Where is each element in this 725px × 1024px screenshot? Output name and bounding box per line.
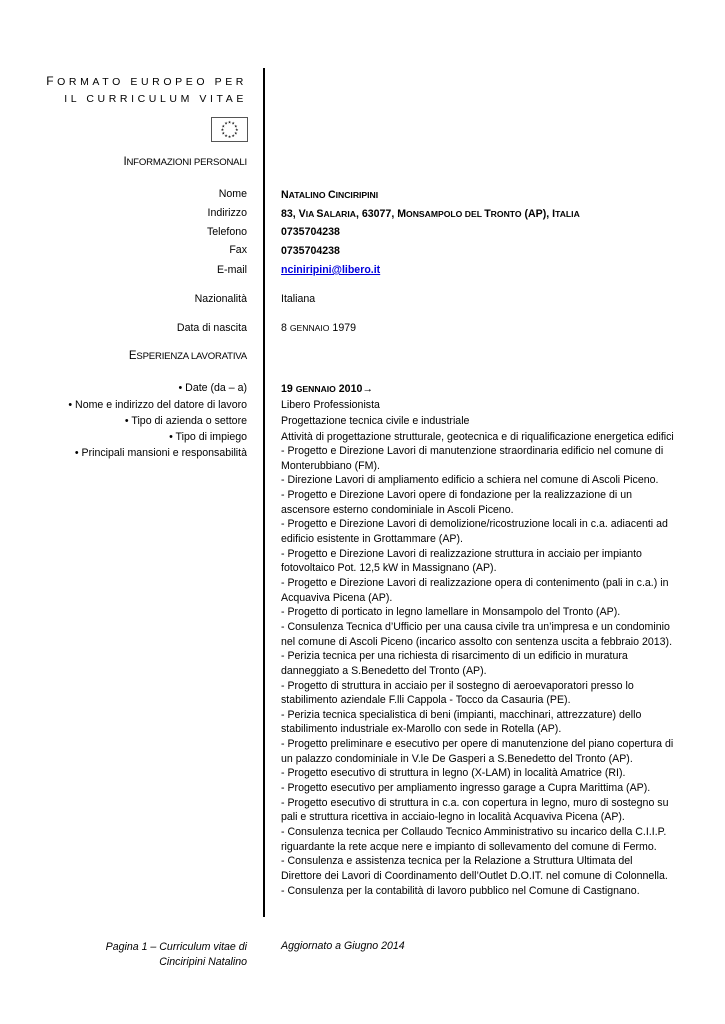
duty-line: - Direzione Lavori di ampliamento edificio a schiera nel comune di Ascoli Piceno. — [281, 474, 659, 487]
duties-list — [281, 444, 674, 898]
eu-star-icon: ★ — [227, 135, 232, 140]
eu-star-icon: ★ — [227, 120, 232, 125]
value-phone: 0735704238 — [281, 226, 340, 238]
duty-line: - Progetto e Direzione Lavori di realizzazione struttura in acciaio per impianto — [281, 547, 642, 560]
duty-line: - Progetto di struttura in acciaio per il sostegno di aeroevaporatori presso lo — [281, 679, 634, 692]
duty-line: - Progetto e Direzione Lavori di demolizione/ricostruzione locali in c.a. adiacenti ad — [281, 518, 668, 531]
duty-line: - Progetto e Direzione Lavori di realizzazione opera di contenimento (pali in c.a.) in — [281, 576, 669, 589]
eu-star-icon: ★ — [220, 127, 225, 132]
eu-star-icon: ★ — [234, 124, 238, 129]
duty-line: - Progetto e Direzione Lavori opere di fondazione per la realizzazione di un — [281, 488, 632, 501]
label-phone: Telefono — [206, 226, 247, 238]
eu-star-icon: ★ — [234, 127, 239, 132]
duty-line: fotovoltaico Pot. 12,5 kW in Massignano (AP). — [281, 562, 497, 575]
eu-star-icon: ★ — [224, 134, 228, 139]
duty-line: un palazzo condominiale in V.le De Gasperi a S.Benedetto del Tronto (AP). — [281, 752, 633, 765]
label-birthdate: Data di nascita — [176, 322, 247, 334]
label-fax: Fax — [229, 244, 247, 256]
value-sector: Progettazione tecnica civile e industriale — [281, 415, 470, 427]
footer-line-2: Cinciripini Natalino — [159, 956, 247, 968]
duty-line: - Consulenza e assistenza tecnica per la Relazione a Struttura Ultimata del — [281, 855, 633, 868]
eu-star-icon: ★ — [231, 134, 235, 139]
duty-line: - Progetto preliminare e esecutivo per opere di manutenzione del piano copertura di — [281, 738, 674, 751]
label-sector: • Tipo di azienda o settore — [124, 415, 247, 427]
eu-star-icon: ★ — [221, 124, 225, 129]
footer-updated: Aggiornato a Giugno 2014 — [281, 940, 405, 952]
duty-line: stabilimento aziendale F.lli Cappola - Tocco da Casauria (PE). — [281, 694, 571, 707]
duty-line: nel comune di Ascoli Piceno (incarico assolto con sentenza uscita a febbraio 2013). — [281, 635, 673, 648]
title-line-2: IL CURRICULUM VITAE — [64, 93, 247, 105]
duty-line: - Consulenza Tecnica d’Ufficio per una causa civile tra un’impresa e un condominio — [281, 620, 670, 633]
duty-line: ascensore esterno condominiale in Ascoli Piceno. — [281, 503, 514, 516]
eu-star-icon: ★ — [234, 131, 238, 136]
value-job-type: Attività di progettazione strutturale, geotecnica e di riqualificazione energetica edifici — [281, 431, 674, 443]
duty-line: edificio esistente in Grottammare (AP). — [281, 532, 463, 545]
footer-page-info — [106, 940, 247, 970]
section-personal-info: INFORMAZIONI PERSONALI — [123, 156, 247, 168]
value-name: NATALINO CINCIRIPINI — [281, 189, 379, 201]
eu-star-icon: ★ — [221, 131, 225, 136]
label-employer: • Nome e indirizzo del datore di lavoro — [68, 399, 247, 411]
value-nationality: Italiana — [281, 293, 316, 305]
label-dates: • Date (da – a) — [178, 382, 247, 394]
duty-line: - Progetto e Direzione Lavori di manutenzione straordinaria edificio nel comune di — [281, 445, 664, 457]
duty-line: - Progetto esecutivo per ampliamento ingresso garage a Cupra Marittima (AP). — [281, 782, 651, 795]
eu-star-icon: ★ — [231, 121, 235, 126]
value-email — [281, 264, 380, 276]
duty-line: - Consulenza per la contabilità di lavoro pubblico nel Comune di Castignano. — [281, 884, 640, 897]
arrow-right-icon: → — [362, 383, 373, 395]
duty-line: stabilimento industriale ex-Marollo con sede in Rotella (AP). — [281, 723, 562, 736]
email-link[interactable]: nciniripini@libero.it — [281, 264, 381, 276]
label-nationality: Nazionalità — [194, 293, 247, 305]
duty-line: pali e struttura ricettiva in acciaio-legno in località Acquaviva Picena (AP). — [281, 811, 625, 824]
value-employer: Libero Professionista — [281, 399, 380, 411]
duty-line: riguardante la rete acque nere e impianto di sollevamento del comune di Fermo. — [281, 840, 657, 853]
eu-flag-icon — [211, 117, 248, 142]
duty-line: - Progetto esecutivo di struttura in c.a. con copertura in legno, muro di sostegno su — [281, 796, 669, 809]
duty-line: - Progetto esecutivo di struttura in legno (X-LAM) in località Amatrice (RI). — [281, 767, 626, 780]
vertical-divider — [263, 68, 265, 917]
value-fax: 0735704238 — [281, 245, 340, 257]
label-email: E-mail — [216, 264, 247, 276]
duty-line: - Progetto di porticato in legno lamellare in Monsampolo del Tronto (AP). — [281, 606, 621, 619]
duty-line: danneggiato a S.Benedetto del Tronto (AP). — [281, 664, 487, 677]
duty-line: Direttore dei Lavori di Coordinamento dell’Outlet D.O.IT. nel comune di Colonnella. — [281, 870, 668, 883]
document-title — [46, 73, 247, 108]
duty-line: - Perizia tecnica specialistica di beni (impianti, macchinari, attrezzature) dello — [281, 708, 642, 721]
section-work-experience: ESPERIENZA LAVORATIVA — [128, 350, 247, 362]
title-line-1: FORMATO EUROPEO PER — [46, 74, 247, 88]
duty-line: - Perizia tecnica per una richiesta di risarcimento di un edificio in muratura — [281, 650, 628, 663]
eu-stars-circle — [212, 118, 247, 141]
value-dates: 19 GENNAIO 2010→ — [281, 383, 373, 395]
value-address: 83, VIA SALARIA, 63077, MONSAMPOLO DEL TRONTO (AP), ITALIA — [281, 208, 580, 220]
label-name: Nome — [218, 188, 247, 200]
duty-line: Acquaviva Picena (AP). — [281, 591, 393, 604]
label-job-type: • Tipo di impiego — [169, 431, 247, 443]
duty-line: Monterubbiano (FM). — [281, 459, 380, 472]
value-birthdate: 8 GENNAIO 1979 — [281, 322, 356, 334]
label-duties: • Principali mansioni e responsabilità — [74, 447, 247, 459]
footer-line-1: Pagina 1 – Curriculum vitae di — [105, 941, 247, 953]
eu-star-icon: ★ — [224, 121, 228, 126]
duty-line: - Consulenza tecnica per Collaudo Tecnico Amministrativo su incarico della C.I.I.P. — [281, 826, 667, 839]
label-address: Indirizzo — [207, 207, 247, 219]
